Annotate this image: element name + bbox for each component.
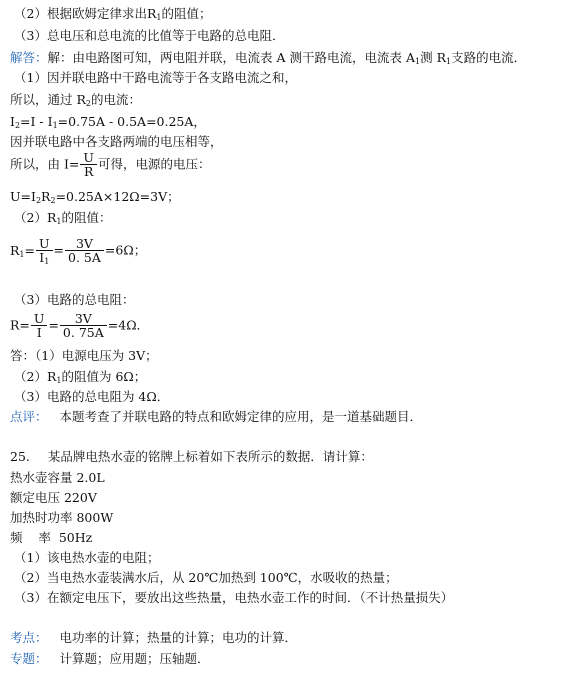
review-line: 点评： 本题考查了并联电路的特点和欧姆定律的应用，是一道基础题目． [10, 409, 423, 424]
answer-header: 解答：解：由电路图可知，两电阻并联，电流表 A 测干路电流，电流表 $A_1$测 $R_1$支路的电流． [10, 50, 527, 66]
step1-heading: （1）因并联电路中干路电流等于各支路电流之和， [14, 70, 297, 85]
intro-line-q2: （2）根据欧姆定律求出$R_1$的阻值； [14, 6, 212, 22]
step1-current-calc: $I_2=I - I_1=0.75A - 0.5A=0.25A$， [10, 114, 206, 130]
r-total-fraction-symbolic: $\frac{U}{I}$ [31, 312, 48, 339]
ohm-law-fraction: $\frac{U}{R}$ [80, 151, 97, 178]
kaodian-line: 考点： 电功率的计算；热量的计算；电功的计算． [10, 630, 298, 645]
kaodian-label: 考点： [10, 630, 48, 645]
step1-parallel: 因并联电路中各支路两端的电压相等， [10, 134, 223, 149]
conclusion-3: （3）电路的总电阻为 4Ω． [14, 389, 170, 404]
spec-capacity: 热水壶容量 2.0L [10, 470, 105, 485]
spec-frequency: 频 率 50Hz [10, 530, 93, 545]
zhuanti-label: 专题： [10, 651, 48, 666]
spec-heating-power: 加热时功率 800W [10, 510, 114, 525]
r1-fraction-numeric: $\frac{3V}{0. 5A}$ [65, 237, 104, 264]
q25-part-3: （3）在额定电压下，要放出这些热量，电热水壶工作的时间．（不计热量损失） [14, 590, 454, 605]
conclusion-2: $(2)R_1$的阻值为 6Ω； [14, 369, 147, 385]
zhuanti-line: 专题： 计算题；应用题；压轴题． [10, 651, 210, 666]
step2-resistance-calc: $R_1=$ $\frac{U}{I_1}$ = $\frac{3V}{0. 5A}$ =6Ω； [10, 236, 147, 266]
q25-part-1: （1）该电热水壶的电阻； [14, 550, 160, 565]
step3-heading: （3）电路的总电阻： [14, 292, 135, 307]
r-total-fraction-numeric: $\frac{3V}{0. 75A}$ [60, 312, 107, 339]
question-number: 25. [10, 449, 30, 464]
question-25-stem: 25. 某品牌电热水壶的铭牌上标着如下表所示的数据．请计算： [10, 449, 373, 464]
step1-so: 所以，通过 $R_2$的电流： [10, 92, 141, 108]
step1-voltage-calc: $U=I_2R_2=0.25A\times 12\Omega=3V$； [10, 189, 180, 205]
step3-resistance-calc: R= $\frac{U}{I}$ = $\frac{3V}{0. 75A}$ =4Ω． [10, 311, 150, 340]
spec-rated-voltage: 额定电压 220V [10, 490, 97, 505]
q25-part-2: （2）当电热水壶装满水后，从 20℃加热到 100℃，水吸收的热量； [14, 570, 398, 585]
step2-heading: $(2)R_1$的阻值： [14, 210, 112, 226]
r1-fraction-symbolic: $\frac{U}{I_1}$ [36, 237, 53, 264]
answer-label: 解答： [10, 50, 48, 65]
conclusion-1: 答：（1）电源电压为 3V； [10, 348, 158, 363]
intro-line-q3: （3）总电压和总电流的比值等于电路的总电阻． [14, 28, 285, 43]
review-label: 点评： [10, 409, 48, 424]
step1-ohm-formula: 所以，由 I= $\frac{U}{R}$ 可得，电源的电压： [10, 150, 211, 179]
